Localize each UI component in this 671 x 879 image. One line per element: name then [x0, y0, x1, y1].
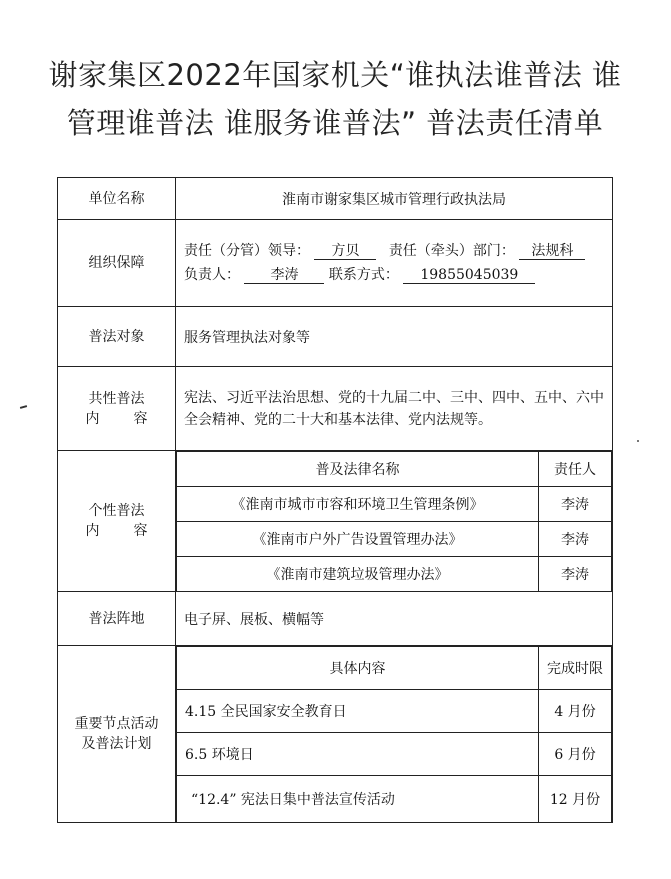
target-label: 普法对象 [58, 307, 176, 367]
base-label: 普法阵地 [58, 592, 176, 646]
plan-deadline: 12 月份 [539, 776, 612, 823]
plan-content: 4.15 全民国家安全教育日 [177, 690, 539, 733]
plan-row [177, 733, 612, 776]
leader-name: 方贝 [314, 243, 376, 260]
plan-col-content: 具体内容 [177, 647, 539, 690]
title-line-2: 管理谁普法 谁服务谁普法” 普法责任清单 [66, 106, 604, 140]
row-base [58, 592, 613, 646]
plan-header [177, 647, 612, 690]
plan-col-deadline: 完成时限 [539, 647, 612, 690]
scan-dot [637, 440, 639, 442]
plan-label-line1: 重要节点活动 [74, 716, 159, 732]
plan-label [58, 646, 176, 823]
dept-name: 法规科 [519, 243, 585, 260]
responsibility-table [57, 177, 613, 823]
org-value [176, 220, 613, 307]
individual-label [58, 451, 176, 592]
individual-row [177, 487, 612, 522]
plan-subtable-cell [176, 646, 613, 823]
common-label-line1: 共性普法 [88, 390, 145, 407]
law-person: 李涛 [539, 487, 612, 522]
plan-subtable [176, 646, 612, 822]
plan-label-line2: 及普法计划 [81, 736, 152, 752]
individual-header [177, 452, 612, 487]
document-title [30, 52, 640, 146]
plan-row [177, 690, 612, 733]
plan-deadline: 6 月份 [539, 733, 612, 776]
plan-content: “12.4” 宪法日集中普法宣传活动 [177, 776, 539, 823]
individual-col-person: 责任人 [539, 452, 612, 487]
person-label: 负责人： [184, 267, 240, 283]
individual-subtable-cell [176, 451, 613, 592]
title-line-1: 谢家集区2022年国家机关“谁执法谁普法 谁 [48, 58, 622, 92]
common-value: 宪法、习近平法治思想、党的十九届二中、三中、四中、五中、六中全会精神、党的二十大和基本法律、党内法规等。 [176, 367, 613, 451]
row-individual [58, 451, 613, 592]
individual-label-line2: 内 容 [85, 523, 148, 539]
unit-label: 单位名称 [58, 178, 176, 220]
plan-content: 6.5 环境日 [177, 733, 539, 776]
common-label [58, 367, 176, 451]
contact-number: 19855045039 [403, 267, 535, 284]
individual-subtable [176, 451, 612, 591]
scan-mark [20, 405, 27, 409]
contact-label: 联系方式： [328, 267, 399, 283]
plan-row [177, 776, 612, 823]
law-name: 《淮南市户外广告设置管理办法》 [177, 522, 539, 557]
target-value: 服务管理执法对象等 [176, 307, 613, 367]
law-person: 李涛 [539, 557, 612, 592]
row-plan [58, 646, 613, 823]
common-label-line2: 内 容 [85, 410, 148, 427]
individual-row [177, 557, 612, 592]
plan-deadline: 4 月份 [539, 690, 612, 733]
law-name: 《淮南市城市市容和环境卫生管理条例》 [177, 487, 539, 522]
row-unit [58, 178, 613, 220]
dept-label: 责任（牵头）部门： [388, 243, 515, 259]
leader-label: 责任（分管）领导： [184, 243, 310, 259]
individual-row [177, 522, 612, 557]
row-org [58, 220, 613, 307]
law-person: 李涛 [539, 522, 612, 557]
row-common [58, 367, 613, 451]
unit-value: 淮南市谢家集区城市管理行政执法局 [176, 178, 613, 220]
individual-label-line1: 个性普法 [88, 503, 145, 519]
law-name: 《淮南市建筑垃圾管理办法》 [177, 557, 539, 592]
base-value: 电子屏、展板、横幅等 [176, 592, 613, 646]
org-label: 组织保障 [58, 220, 176, 307]
individual-col-law: 普及法律名称 [177, 452, 539, 487]
person-name: 李涛 [244, 267, 324, 284]
row-target [58, 307, 613, 367]
